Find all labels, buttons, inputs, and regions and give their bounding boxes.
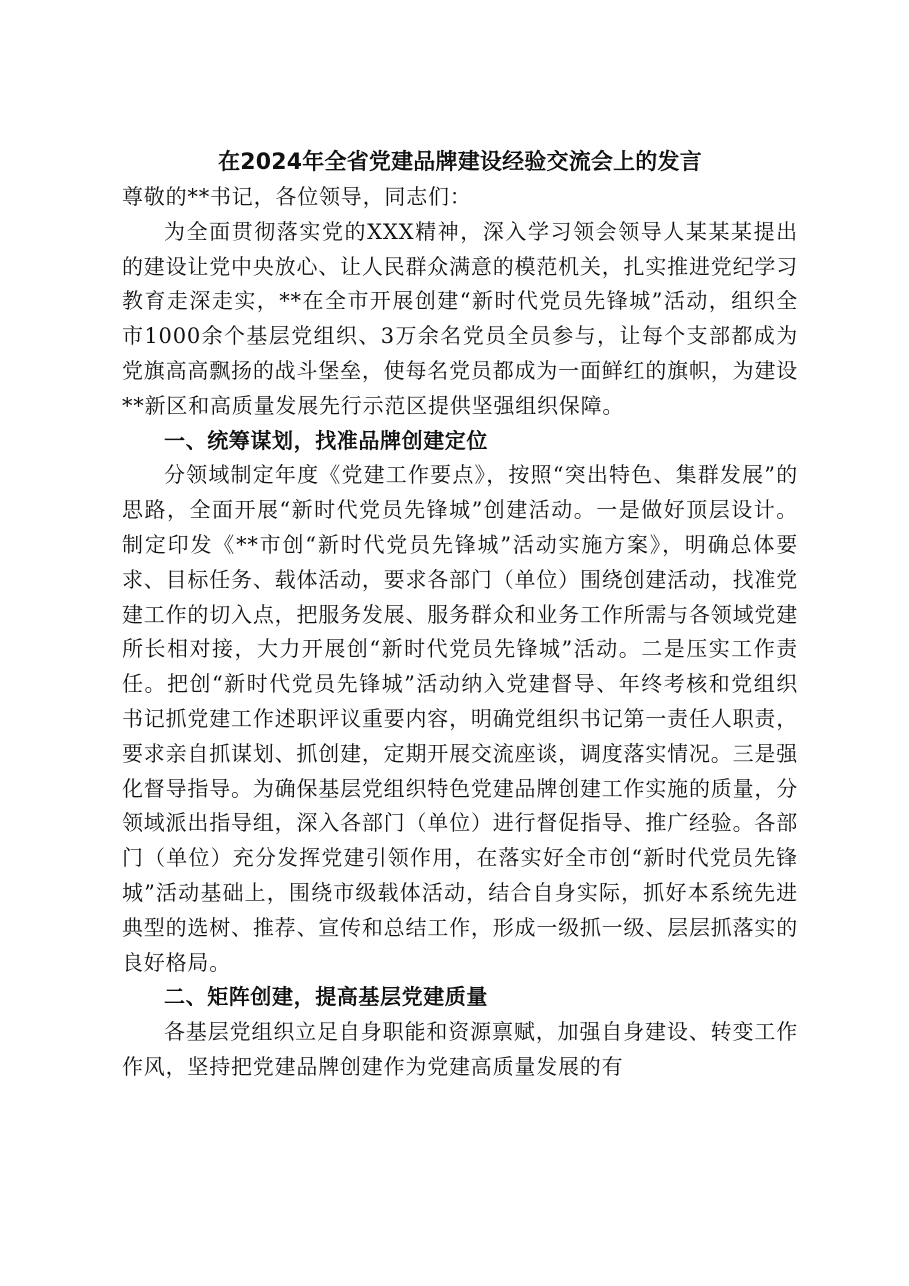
- section-1-paragraph: 分领域制定年度《党建工作要点》，按照“突出特色、集群发展”的思路，全面开展“新时代党员先锋城”创建活动。一是做好顶层设计。制定印发《**市创“新时代党员先锋城”活动实施方案》，明确总体要求、目标任务、载体活动，要求各部门（单位）围绕创建活动，找准党建工作的切入点，把服务发展、服务群众和业务工作所需与各领域党建所长相对接，大力开展创“新时代党员先锋城”活动。二是压实工作责任。把创“新时代党员先锋城”活动纳入党建督导、年终考核和党组织书记抓党建工作述职评议重要内容，明确党组织书记第一责任人职责，要求亲自抓谋划、抓创建，定期开展交流座谈，调度落实情况。三是强化督导指导。为确保基层党组织特色党建品牌创建工作实施的质量，分领域派出指导组，深入各部门（单位）进行督促指导、推广经验。各部门（单位）充分发挥党建引领作用，在落实好全市创“新时代党员先锋城”活动基础上，围绕市级载体活动，结合自身实际，抓好本系统先进典型的选树、推荐、宣传和总结工作，形成一级抓一级、层层抓落实的良好格局。: [122, 463, 798, 975]
- salutation: 尊敬的**书记，各位领导，同志们：: [122, 185, 472, 209]
- document-title: 在2024年全省党建品牌建设经验交流会上的发言: [218, 150, 702, 175]
- section-2-paragraph: 各基层党组织立足自身职能和资源禀赋，加强自身建设、转变工作作风，坚持把党建品牌创建作为党建高质量发展的有: [122, 1020, 798, 1079]
- section-2-heading: 二、矩阵创建，提高基层党建质量: [164, 985, 488, 1010]
- section-1-heading: 一、统筹谋划，找准品牌创建定位: [164, 428, 488, 453]
- intro-paragraph: 为全面贯彻落实党的XXX精神，深入学习领会领导人某某某提出的建设让党中央放心、让人民群众满意的模范机关，扎实推进党纪学习教育走深走实，**在全市开展创建“新时代党员先锋城”活动，组织全市1000余个基层党组织、3万余名党员全员参与，让每个支部都成为党旗高高飘扬的战斗堡垒，使每名党员都成为一面鲜红的旗帜，为建设**新区和高质量发展先行示范区提供坚强组织保障。: [122, 219, 798, 418]
- document-body: [122, 146, 798, 1085]
